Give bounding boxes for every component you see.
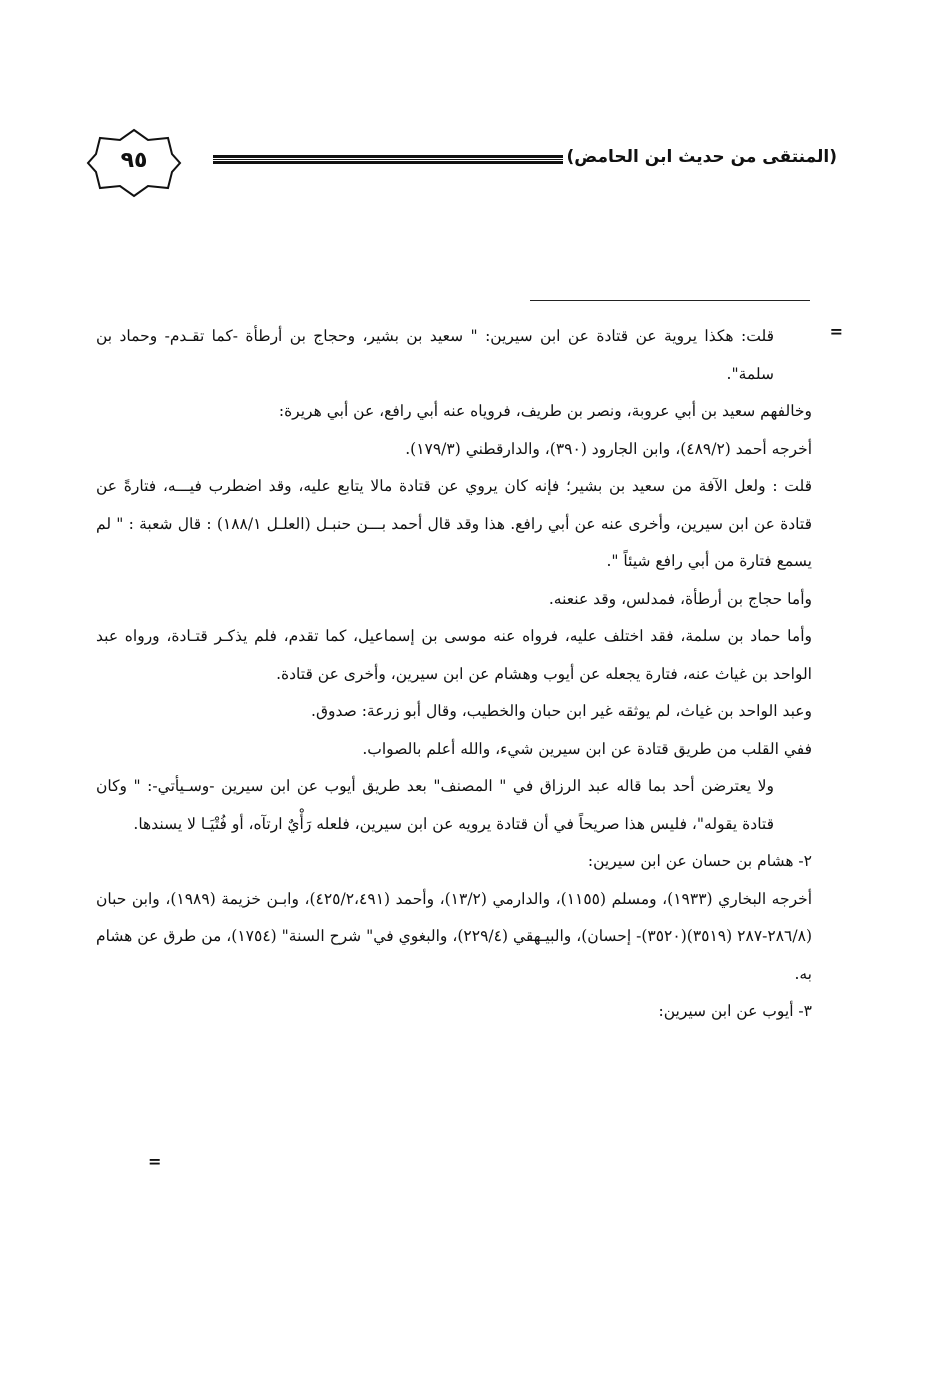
header-rule (213, 155, 563, 164)
running-title: (المنتقى من حديث ابن الحامض) (566, 147, 837, 167)
footnote-body (96, 318, 812, 1031)
paragraph: ففي القلب من طريق قتادة عن ابن سيرين شيء، والله أعلم بالصواب. (362, 739, 812, 758)
continuation-mark-top: = (829, 322, 843, 341)
continuation-mark-bottom: = (148, 1152, 162, 1171)
page-number: ٩٥ (120, 148, 148, 173)
paragraph: وأما حجاج بن أرطأة، فمدلس، وقد عنعنه. (548, 589, 812, 608)
paragraph: وخالفهم سعيد بن أبي عروبة، ونصر بن طريف، فروياه عنه أبي رافع، عن أبي هريرة: (278, 402, 812, 420)
paragraph: وعبد الواحد بن غياث، لم يوثقه غير ابن حبان والخطيب، وقال أبو زرعة: صدوق. (311, 702, 812, 720)
paragraph: قلت: هكذا يروية عن قتادة عن ابن سيرين: " سعيد بن بشير، وحجاج بن أرطأة -كما تقـدم- وحماد بن سلمة". (96, 327, 774, 383)
paragraph: وأما حماد بن سلمة، فقد اختلف عليه، فرواه عنه موسى بن إسماعيل، كما تقدم، فلم يذكـر قتـادة، ورواه عبد الواحد بن غياث عنه، فتارة يجعله عن أيوب وهشام عن ابن سيرين، وأخرى عن قتادة. (96, 627, 812, 683)
paragraph: ولا يعترضن أحد بما قاله عبد الرزاق في " المصنف" بعد طريق أيوب عن ابن سيرين -وسـيأتي-: " وكان قتادة يقوله"، فليس هذا صريحاً في أن قتادة يرويه عن ابن سيرين، فلعله رَأْيٌ ارتآه، أو فُتْيَـا لا يسندها. (96, 777, 774, 833)
paragraph: قلت : ولعل الآفة من سعيد بن بشير؛ فإنه كان يروي عن قتادة مالا يتابع عليه، وقد اضطرب فيـــه، فتارةً عن قتادة عن ابن سيرين، وأخرى عنه عن أبي رافع. هذا وقد قال أحمد بـــن حنبـل (العلـل ١٨٨/١) : قال شعبة : " لم يسمع فتارة من أبي رافع شيئاً ". (96, 477, 812, 570)
paragraph: أخرجه البخاري (١٩٣٣)، ومسلم (١١٥٥)، والدارمي (١٣/٢)، وأحمد (٤٢٥/٢،٤٩١)، وابـن خزيمة (١٩٨٩)، وابن حبان (٢٨٦/٨-٢٨٧ (٣٥١٩)(٣٥٢٠)- إحسان)، والبيـهقي (٢٢٩/٤)، والبغوي في" شرح السنة" (١٧٥٤)، من طرق عن هشام به. (96, 889, 813, 983)
paragraph: أخرجه أحمد (٤٨٩/٢)، وابن الجارود (٣٩٠)، والدارقطني (١٧٩/٣). (405, 439, 812, 458)
section-heading: ٢- هشام بن حسان عن ابن سيرين: (587, 852, 812, 870)
footnote-separator (530, 300, 810, 301)
section-heading: ٣- أيوب عن ابن سيرين: (658, 1002, 812, 1020)
